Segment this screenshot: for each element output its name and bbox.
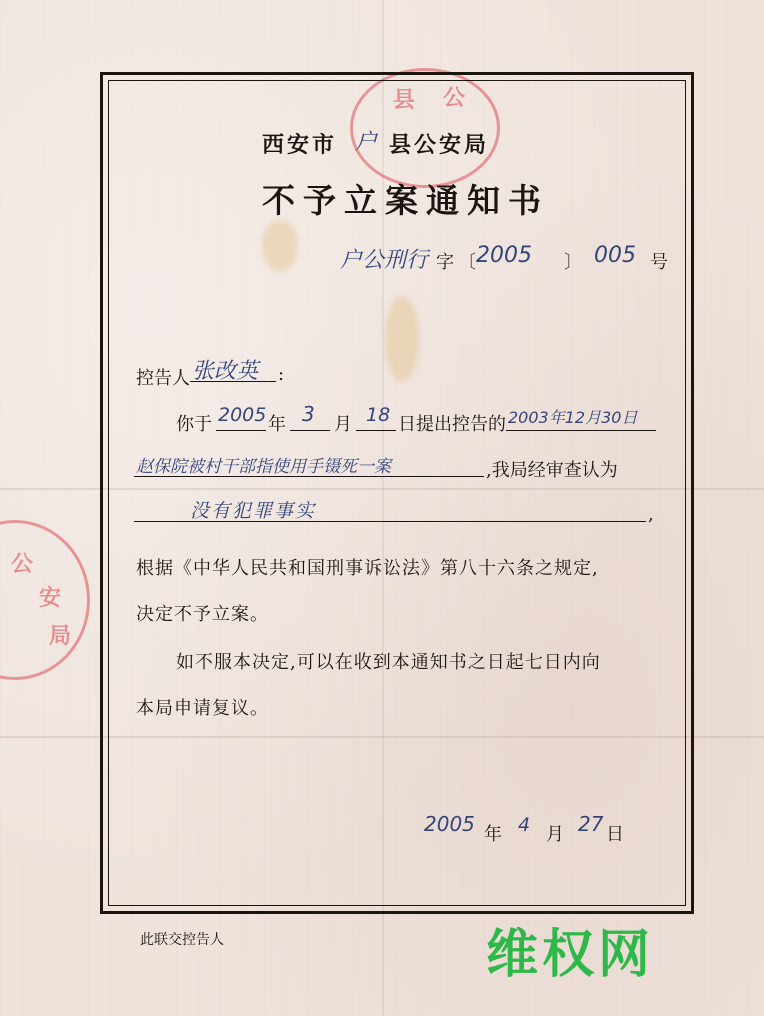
seal-char: 局 — [49, 623, 72, 649]
p1-you: 你于 — [176, 414, 212, 435]
p1-review: ,我局经审查认为 — [486, 460, 618, 481]
watermark-logo: 维权网 — [486, 925, 655, 985]
underline — [134, 521, 646, 522]
doc-number-bracket-close: 〕 — [564, 252, 582, 273]
doc-number-hao: 号 — [650, 252, 668, 273]
date-ri: 日 — [606, 824, 624, 845]
p2-line1: 根据《中华人民共和国刑事诉讼法》第八十六条之规定, — [136, 558, 599, 579]
complainant-underline — [190, 381, 276, 382]
doc-number-year: 2005 — [476, 243, 532, 268]
p3-line2: 本局申请复议。 — [136, 698, 269, 719]
p1-month: 3 — [302, 402, 315, 426]
p1-reason: 没有犯罪事实 — [190, 500, 317, 522]
date-day: 27 — [578, 812, 604, 836]
doc-number-bracket-open: 〔 — [458, 252, 476, 273]
underline — [134, 476, 484, 477]
underline — [356, 430, 396, 431]
underline — [506, 430, 656, 431]
agency-city: 西安市 — [262, 132, 338, 158]
p3-line1: 如不服本决定,可以在收到本通知书之日起七日内向 — [176, 652, 601, 673]
document-title: 不予立案通知书 — [262, 181, 549, 220]
underline — [216, 430, 266, 431]
doc-number-zi: 字 — [436, 252, 454, 273]
p1-ri-text: 日提出控告的 — [398, 414, 506, 435]
seal-char: 安 — [39, 585, 62, 611]
p1-comma: , — [648, 504, 654, 525]
date-yue: 月 — [546, 824, 564, 845]
underline — [290, 430, 330, 431]
agency-bureau: 县公安局 — [389, 132, 490, 158]
seal-char: 县 — [393, 87, 416, 113]
p1-case-desc: 赵保院被村干部指使用手镊死一案 — [136, 457, 391, 477]
complainant-label: 控告人 — [136, 368, 190, 389]
p1-day: 18 — [366, 404, 391, 426]
p1-case-date: 2003年12月30日 — [508, 408, 638, 427]
p2-line2: 决定不予立案。 — [136, 604, 269, 625]
p1-nian: 年 — [268, 414, 286, 435]
doc-number-value: 005 — [594, 243, 636, 268]
complainant-name: 张改英 — [192, 359, 259, 384]
agency-handwritten-county: 户 — [355, 130, 378, 155]
doc-number-prefix: 户公刑行 — [340, 248, 429, 273]
red-seal-left — [0, 520, 90, 680]
complainant-colon: : — [278, 364, 285, 385]
p1-yue: 月 — [334, 414, 352, 435]
date-month: 4 — [518, 814, 531, 836]
seal-char: 公 — [443, 85, 466, 111]
footer-note: 此联交控告人 — [140, 932, 224, 948]
p1-year: 2005 — [218, 404, 267, 426]
seal-char: 公 — [11, 551, 34, 577]
date-year: 2005 — [424, 812, 475, 836]
date-nian: 年 — [484, 824, 502, 845]
